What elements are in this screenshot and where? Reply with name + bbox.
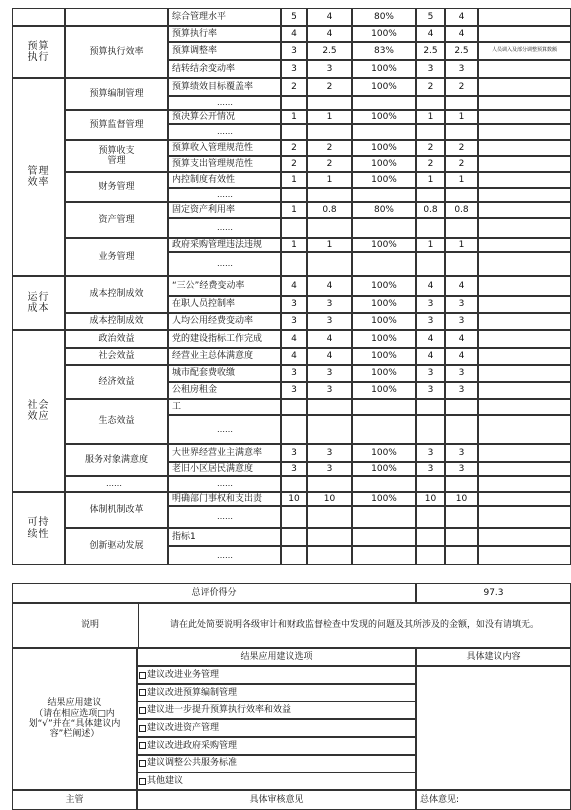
value-cell: [352, 528, 416, 546]
result-option-row[interactable]: [137, 701, 416, 719]
footer-col3: 总体意见:: [416, 790, 571, 810]
kpi-cell: ……: [168, 476, 281, 492]
kpi-cell: 工: [168, 399, 281, 415]
value-cell: 100%: [352, 156, 416, 172]
value-cell: 5: [281, 8, 307, 26]
value-cell: 3: [416, 462, 445, 476]
value-cell: [416, 476, 445, 492]
value-cell: [307, 188, 352, 202]
note-cell: [478, 124, 571, 140]
value-cell: 2: [416, 140, 445, 156]
value-cell: [281, 399, 307, 415]
kpi-cell: 固定资产利用率: [168, 202, 281, 218]
value-cell: 3: [445, 365, 478, 382]
result-options-header: 结果应用建议选项: [137, 648, 416, 666]
note-cell: [478, 330, 571, 348]
value-cell: 10: [416, 492, 445, 506]
value-cell: 3: [281, 444, 307, 462]
value-cell: [445, 399, 478, 415]
blank-cell: [12, 8, 65, 26]
value-cell: [281, 546, 307, 565]
subitem-cell: 资产管理: [65, 202, 168, 238]
note-cell: [478, 156, 571, 172]
subitem-cell: 体制机制改革: [65, 492, 168, 528]
value-cell: 2: [416, 156, 445, 172]
value-cell: [307, 96, 352, 110]
checkbox[interactable]: [139, 689, 146, 696]
value-cell: 100%: [352, 444, 416, 462]
kpi-cell: ……: [168, 124, 281, 140]
value-cell: 4: [445, 26, 478, 42]
value-cell: [352, 188, 416, 202]
value-cell: [281, 188, 307, 202]
value-cell: 1: [281, 110, 307, 124]
value-cell: [416, 506, 445, 528]
category-cell: 预算 执行: [12, 26, 65, 78]
value-cell: [307, 252, 352, 276]
value-cell: 3: [445, 382, 478, 399]
value-cell: 100%: [352, 172, 416, 188]
checkbox[interactable]: [139, 742, 146, 749]
value-cell: 2: [445, 140, 478, 156]
value-cell: 100%: [352, 365, 416, 382]
value-cell: [352, 399, 416, 415]
value-cell: 80%: [352, 8, 416, 26]
result-option-row[interactable]: [137, 666, 416, 684]
note-cell: [478, 96, 571, 110]
subitem-cell: 财务管理: [65, 172, 168, 202]
kpi-cell: 经营业主总体满意度: [168, 348, 281, 365]
note-cell: [478, 238, 571, 252]
note-cell: [478, 528, 571, 546]
value-cell: 2.5: [307, 42, 352, 60]
category-cell: 运行 成本: [12, 276, 65, 330]
value-cell: [445, 415, 478, 444]
kpi-cell: 在职人员控制率: [168, 296, 281, 313]
note-text: 请在此处简要说明各级审计和财政监督检查中发现的问题及其所涉及的金额，如没有请填无。: [138, 603, 571, 648]
subitem-cell: 成本控制成效: [65, 276, 168, 313]
kpi-cell: 预算收入管理规范性: [168, 140, 281, 156]
value-cell: 2: [281, 140, 307, 156]
value-cell: 0.8: [416, 202, 445, 218]
kpi-cell: 人均公用经费变动率: [168, 313, 281, 330]
value-cell: [352, 506, 416, 528]
subitem-cell: 创新驱动发展: [65, 528, 168, 565]
value-cell: 3: [445, 462, 478, 476]
value-cell: [416, 528, 445, 546]
note-cell: [478, 60, 571, 78]
value-cell: 1: [307, 172, 352, 188]
kpi-cell: 内控制度有效性: [168, 172, 281, 188]
value-cell: 3: [445, 296, 478, 313]
subitem-cell: 预算编制管理: [65, 78, 168, 110]
value-cell: 1: [445, 110, 478, 124]
value-cell: 4: [445, 348, 478, 365]
kpi-cell: 政府采购管理违法违规: [168, 238, 281, 252]
note-cell: [478, 202, 571, 218]
checkbox[interactable]: [139, 707, 146, 714]
value-cell: 3: [416, 444, 445, 462]
result-option-row[interactable]: [137, 684, 416, 702]
kpi-cell: ……: [168, 218, 281, 238]
note-cell: [478, 462, 571, 476]
value-cell: 1: [281, 238, 307, 252]
value-cell: 3: [416, 296, 445, 313]
note-cell: [478, 26, 571, 42]
category-cell: 可持 续性: [12, 492, 65, 565]
value-cell: 3: [416, 365, 445, 382]
value-cell: [416, 546, 445, 565]
note-cell: [478, 415, 571, 444]
value-cell: [352, 476, 416, 492]
note-cell: [478, 140, 571, 156]
value-cell: [352, 415, 416, 444]
value-cell: [307, 476, 352, 492]
value-cell: [445, 476, 478, 492]
value-cell: [445, 546, 478, 565]
checkbox[interactable]: [139, 760, 146, 767]
value-cell: [352, 96, 416, 110]
kpi-cell: 指标1: [168, 528, 281, 546]
value-cell: [445, 506, 478, 528]
note-cell: [478, 382, 571, 399]
kpi-cell: 预算调整率: [168, 42, 281, 60]
value-cell: 100%: [352, 348, 416, 365]
note-cell: [478, 444, 571, 462]
kpi-cell: 明确部门事权和支出责: [168, 492, 281, 506]
value-cell: 3: [307, 462, 352, 476]
value-cell: 2: [307, 78, 352, 96]
value-cell: 3: [307, 313, 352, 330]
value-cell: 1: [416, 110, 445, 124]
value-cell: 100%: [352, 140, 416, 156]
subitem-cell: 生态效益: [65, 399, 168, 444]
value-cell: [281, 506, 307, 528]
kpi-cell: ……: [168, 415, 281, 444]
kpi-cell: 预算执行率: [168, 26, 281, 42]
note-cell: [478, 252, 571, 276]
note-cell: [478, 348, 571, 365]
value-cell: [307, 506, 352, 528]
subitem-cell: 服务对象满意度: [65, 444, 168, 476]
note-cell: [478, 492, 571, 506]
subitem-cell: 经济效益: [65, 365, 168, 399]
note-cell: [478, 218, 571, 238]
value-cell: 3: [281, 42, 307, 60]
value-cell: 1: [445, 172, 478, 188]
value-cell: 3: [445, 444, 478, 462]
value-cell: 4: [445, 8, 478, 26]
result-option-label: 建议改进预算编制管理: [147, 687, 238, 698]
kpi-cell: “三公”经费变动率: [168, 276, 281, 296]
note-cell: [478, 313, 571, 330]
value-cell: 3: [281, 60, 307, 78]
value-cell: 100%: [352, 492, 416, 506]
value-cell: 4: [416, 26, 445, 42]
value-cell: [281, 252, 307, 276]
value-cell: 3: [281, 462, 307, 476]
value-cell: 100%: [352, 238, 416, 252]
kpi-cell: 综合管理水平: [168, 8, 281, 26]
result-detail-header: 具体建议内容: [416, 648, 571, 666]
value-cell: [416, 252, 445, 276]
kpi-cell: 老旧小区居民满意度: [168, 462, 281, 476]
value-cell: [281, 528, 307, 546]
value-cell: 100%: [352, 78, 416, 96]
subitem-cell: 预算监督管理: [65, 110, 168, 140]
value-cell: [416, 399, 445, 415]
kpi-cell: 党的建设指标工作完成: [168, 330, 281, 348]
value-cell: [281, 218, 307, 238]
category-cell: 管理 效率: [12, 78, 65, 276]
kpi-cell: ……: [168, 546, 281, 565]
value-cell: 2: [445, 78, 478, 96]
note-cell: [478, 188, 571, 202]
subitem-cell: 预算收支 管理: [65, 140, 168, 172]
footer-col1: 主管: [12, 790, 137, 810]
kpi-cell: ……: [168, 188, 281, 202]
value-cell: 100%: [352, 330, 416, 348]
value-cell: 100%: [352, 462, 416, 476]
note-cell: [478, 546, 571, 565]
value-cell: [416, 96, 445, 110]
value-cell: 4: [307, 348, 352, 365]
kpi-cell: 预决算公开情况: [168, 110, 281, 124]
kpi-cell: ……: [168, 96, 281, 110]
checkbox[interactable]: [139, 778, 146, 785]
value-cell: 1: [281, 172, 307, 188]
value-cell: 3: [416, 382, 445, 399]
value-cell: 1: [307, 238, 352, 252]
value-cell: 4: [281, 330, 307, 348]
value-cell: 4: [416, 276, 445, 296]
subitem-cell: 成本控制成效: [65, 313, 168, 330]
value-cell: 4: [416, 330, 445, 348]
result-option-label: 建议改进资产管理: [147, 722, 220, 733]
value-cell: 100%: [352, 296, 416, 313]
checkbox[interactable]: [139, 672, 146, 679]
value-cell: 3: [281, 382, 307, 399]
value-cell: 3: [307, 444, 352, 462]
result-option-row[interactable]: [137, 755, 416, 773]
value-cell: [416, 415, 445, 444]
value-cell: 2: [281, 156, 307, 172]
kpi-cell: 结转结余变动率: [168, 60, 281, 78]
note-cell: [478, 506, 571, 528]
value-cell: 4: [445, 330, 478, 348]
total-label: 总评价得分: [12, 583, 416, 603]
value-cell: 3: [307, 296, 352, 313]
result-detail-area: [416, 666, 571, 790]
value-cell: 4: [281, 276, 307, 296]
value-cell: 3: [416, 60, 445, 78]
value-cell: [281, 96, 307, 110]
note-cell: [478, 276, 571, 296]
note-cell: [478, 172, 571, 188]
subitem-cell: 社会效益: [65, 348, 168, 365]
value-cell: [281, 415, 307, 444]
result-option-row[interactable]: [137, 737, 416, 755]
subitem-cell: 业务管理: [65, 238, 168, 276]
kpi-cell: ……: [168, 252, 281, 276]
value-cell: [445, 124, 478, 140]
value-cell: 3: [445, 313, 478, 330]
value-cell: 100%: [352, 313, 416, 330]
total-value: 97.3: [416, 583, 571, 603]
category-cell: 社会 效应: [12, 330, 65, 492]
value-cell: [352, 546, 416, 565]
value-cell: [281, 124, 307, 140]
value-cell: [416, 188, 445, 202]
value-cell: 3: [307, 60, 352, 78]
kpi-cell: 公租房租金: [168, 382, 281, 399]
kpi-cell: 大世界经营业主满意率: [168, 444, 281, 462]
value-cell: 100%: [352, 382, 416, 399]
value-cell: 100%: [352, 276, 416, 296]
note-cell: 人员调入及部分调整预算数额: [478, 42, 571, 60]
value-cell: 3: [281, 313, 307, 330]
value-cell: 5: [416, 8, 445, 26]
value-cell: 4: [281, 26, 307, 42]
note-label: 说明: [12, 603, 168, 648]
value-cell: 3: [281, 296, 307, 313]
value-cell: [352, 124, 416, 140]
value-cell: 2: [445, 156, 478, 172]
value-cell: 4: [416, 348, 445, 365]
value-cell: [445, 218, 478, 238]
note-cell: [478, 365, 571, 382]
value-cell: 4: [307, 276, 352, 296]
subitem-cell: 预算执行效率: [65, 26, 168, 78]
value-cell: 2: [281, 78, 307, 96]
result-option-label: 建议调整公共服务标准: [147, 758, 238, 769]
value-cell: 0.8: [445, 202, 478, 218]
result-option-label: 建议进一步提升预算执行效率和效益: [147, 705, 292, 716]
result-option-label: 其他建议: [147, 776, 184, 787]
value-cell: [445, 528, 478, 546]
value-cell: 2: [307, 140, 352, 156]
value-cell: 2: [307, 156, 352, 172]
note-cell: [478, 110, 571, 124]
value-cell: [307, 546, 352, 565]
value-cell: [307, 528, 352, 546]
value-cell: [307, 124, 352, 140]
result-option-row[interactable]: [137, 719, 416, 737]
value-cell: 4: [445, 276, 478, 296]
value-cell: 100%: [352, 60, 416, 78]
result-option-label: 建议改进业务管理: [147, 669, 220, 680]
value-cell: 10: [445, 492, 478, 506]
value-cell: 1: [281, 202, 307, 218]
value-cell: 0.8: [307, 202, 352, 218]
value-cell: [416, 218, 445, 238]
value-cell: 2.5: [445, 42, 478, 60]
kpi-cell: 预算绩效目标覆盖率: [168, 78, 281, 96]
value-cell: 83%: [352, 42, 416, 60]
value-cell: 1: [445, 238, 478, 252]
subitem-cell: 政治效益: [65, 330, 168, 348]
note-cell: [478, 296, 571, 313]
value-cell: 4: [307, 26, 352, 42]
note-cell: [478, 399, 571, 415]
value-cell: 4: [307, 330, 352, 348]
value-cell: 80%: [352, 202, 416, 218]
blank-cell: [65, 8, 168, 26]
kpi-cell: ……: [168, 506, 281, 528]
value-cell: 3: [307, 382, 352, 399]
value-cell: 1: [416, 238, 445, 252]
result-label: 结果应用建议 （请在相应选项□内划“√”并在“具体建议内容”栏阐述）: [12, 648, 137, 790]
value-cell: [445, 96, 478, 110]
value-cell: [352, 218, 416, 238]
value-cell: [445, 252, 478, 276]
footer-col2: 具体审核意见: [137, 790, 416, 810]
value-cell: 10: [281, 492, 307, 506]
value-cell: [281, 476, 307, 492]
value-cell: 1: [307, 110, 352, 124]
value-cell: [307, 399, 352, 415]
kpi-cell: 预算支出管理规范性: [168, 156, 281, 172]
value-cell: [445, 188, 478, 202]
value-cell: 4: [281, 348, 307, 365]
result-option-row[interactable]: [137, 772, 416, 790]
value-cell: 100%: [352, 110, 416, 124]
value-cell: [416, 124, 445, 140]
value-cell: 100%: [352, 26, 416, 42]
value-cell: [352, 252, 416, 276]
value-cell: 3: [445, 60, 478, 78]
value-cell: 1: [416, 172, 445, 188]
value-cell: 3: [416, 313, 445, 330]
kpi-cell: 城市配套费收缴: [168, 365, 281, 382]
value-cell: 3: [281, 365, 307, 382]
checkbox[interactable]: [139, 725, 146, 732]
result-option-label: 建议改进政府采购管理: [147, 740, 238, 751]
value-cell: [307, 218, 352, 238]
value-cell: 10: [307, 492, 352, 506]
note-cell: [478, 476, 571, 492]
value-cell: [307, 415, 352, 444]
note-cell: [478, 78, 571, 96]
note-cell: [478, 8, 571, 26]
dots-cell: ……: [65, 476, 168, 492]
value-cell: 4: [307, 8, 352, 26]
value-cell: 3: [307, 365, 352, 382]
value-cell: 2: [416, 78, 445, 96]
value-cell: 2.5: [416, 42, 445, 60]
